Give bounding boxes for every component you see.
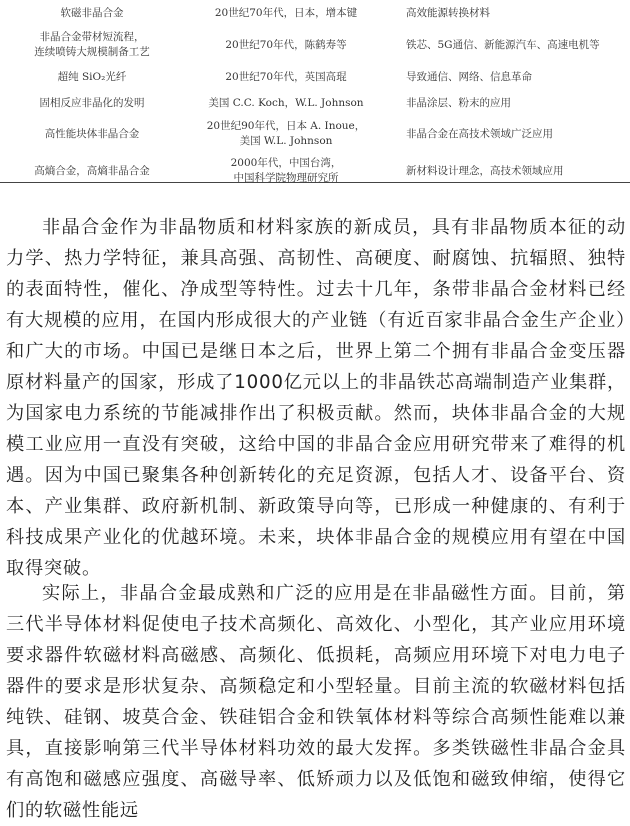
body-paragraph-2: 实际上，非晶合金最成熟和广泛的应用是在非晶磁性方面。目前，第三代半导体材料促使电子技术高频化、高效化、小型化，其产业应用环境要求器件软磁材料高磁感、高频化、低损耗，高频应用环境下对电力电子器件的要求是形状复杂、高频稳定和小型轻量。目前主流的软磁材料包括纯铁、硅钢、坡莫合金、铁硅铝合金和铁氧体材料等综合高频性能难以兼具，直接影响第三代半导体材料功效的最大发挥。多类铁磁性非晶合金具有高饱和磁感应强度、高磁导率、低矫顽力以及低饱和磁致伸缩，使得它们的软磁性能远 (6, 583, 626, 821)
table-cell-origin: 2000年代，中国台湾， 中国科学院物理研究所 (230, 157, 342, 184)
history-table (0, 0, 630, 184)
table-cell-application: 非晶合金在高技术领域广泛应用 (406, 127, 553, 140)
table-cell-origin: 20世纪90年代，日本 A. Inoue， 美国 W.L. Johnson (206, 120, 366, 147)
table-cell-application: 高效能源转换材料 (406, 6, 490, 19)
table-cell-application: 铁芯、5G通信、新能源汽车、高速电机等 (406, 38, 600, 51)
table-cell-origin: 美国 C.C. Koch，W.L. Johnson (208, 96, 364, 109)
table-row (0, 0, 630, 26)
table-cell-material: 软磁非晶合金 (60, 6, 124, 19)
table-cell-origin: 20世纪70年代，日本，增本键 (214, 6, 358, 19)
table-cell-application: 导致通信、网络、信息革命 (406, 70, 532, 83)
table-cell-material: 超纯 SiO₂光纤 (57, 70, 127, 83)
table-cell-material: 高熵合金，高熵非晶合金 (34, 164, 150, 177)
table-cell-material: 固相反应非晶化的发明 (39, 96, 145, 109)
table-bottom-rule (0, 182, 630, 183)
table-cell-origin: 20世纪70年代，陈鹤寿等 (225, 38, 347, 51)
table-cell-application: 非晶涂层、粉末的应用 (406, 96, 511, 109)
history-table-grid (0, 0, 630, 190)
table-row (0, 152, 630, 190)
table-cell-material: 高性能块体非晶合金 (44, 127, 140, 140)
table-row (0, 116, 630, 152)
table-cell-origin: 20世纪70年代，英国高琨 (225, 70, 347, 83)
body-paragraph-1: 非晶合金作为非晶物质和材料家族的新成员，具有非晶物质本征的动力学、热力学特征，兼具高强、高韧性、高硬度、耐腐蚀、抗辐照、独特的表面特性，催化、净成型等特性。过去十几年，条带非晶合金材料已经有大规模的应用，在国内形成很大的产业链（有近百家非晶合金生产企业）和广大的市场。中国已是继日本之后，世界上第二个拥有非晶合金变压器原材料量产的国家，形成了1000亿元以上的非晶铁芯高端制造产业集群，为国家电力系统的节能减排作出了积极贡献。然而，块体非晶合金的大规模工业应用一直没有突破，这给中国的非晶合金应用研究带来了难得的机遇。因为中国已聚集各种创新转化的充足资源，包括人才、设备平台、资本、产业集群、政府新机制、新政策导向等，已形成一种健康的、有利于科技成果产业化的优越环境。未来，块体非晶合金的规模应用有望在中国取得突破。 (6, 217, 626, 579)
table-row (0, 90, 630, 116)
table-row (0, 26, 630, 64)
table-row (0, 64, 630, 90)
table-cell-application: 新材料设计理念，高技术领域应用 (406, 164, 564, 177)
table-cell-material: 非晶合金带材短流程， 连续喷铸大规模制备工艺 (34, 31, 150, 58)
